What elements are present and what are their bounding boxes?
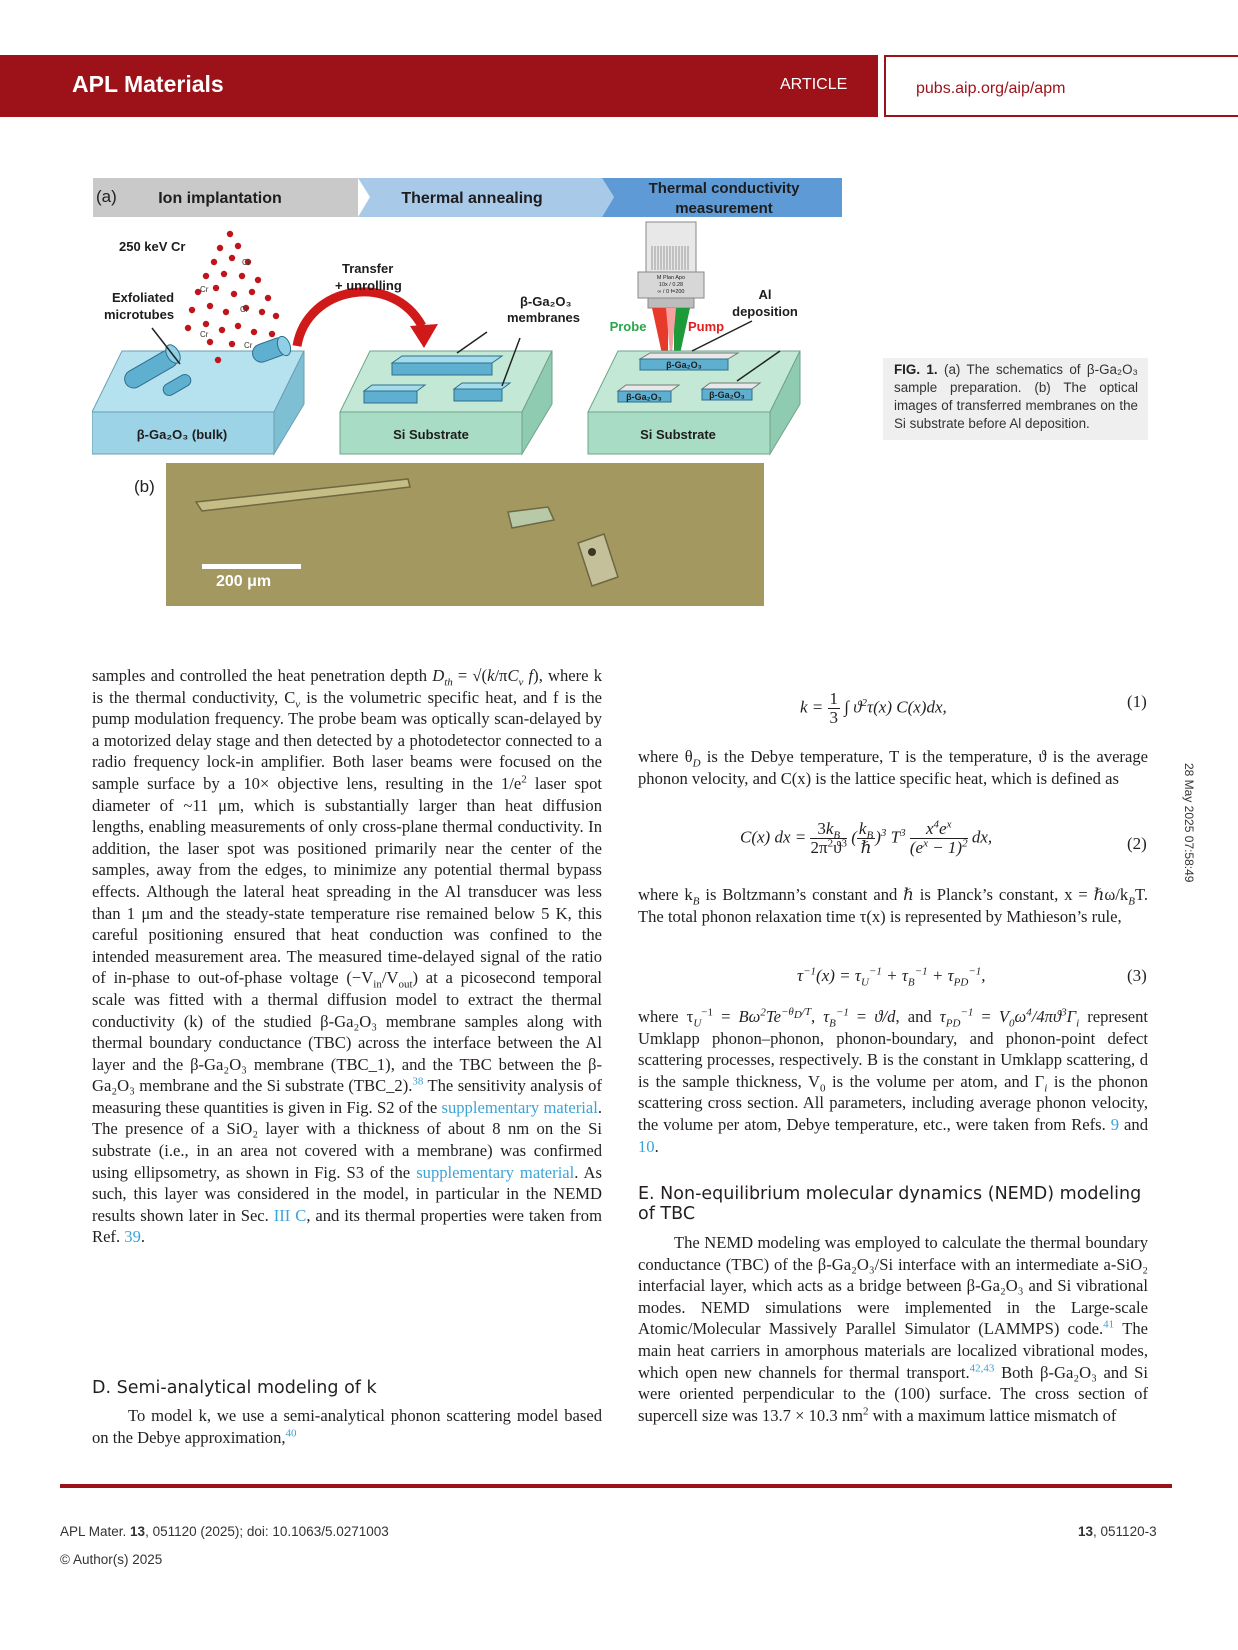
cr-ion-dot: [189, 307, 195, 313]
figure-caption: [883, 358, 1148, 440]
journal-title: APL Materials: [72, 71, 224, 97]
cr-ion-dot: [215, 357, 221, 363]
cr-ion-dot: [259, 309, 265, 315]
right-paragraph-2: where $k_B$ is Boltzmann’s constant and ℏ is Planck’s constant, $x = \hbar\omega/k_BT$. The total phonon relaxation time τ(x) is represented by Mathieson’s rule,: [638, 885, 1148, 926]
right-paragraph-4: The NEMD modeling was employed to calculate the thermal boundary conductance (TBC) of the β-Ga₂O₃/Si interface with an intermediate a-SiO₂ interfacial layer, which acts as a bridge between β-Ga₂O₃ and Si vibrational modes. NEMD simulations were implemented in the Large-scale Atomic/Molecular Massively Parallel Simulator (LAMMPS) code.$^{41}$ The main heat carriers in amorphous materials are localized vibrational modes, which open new channels for thermal transport.$^{42,43}$ Both β-Ga₂O₃ and Si were oriented perpendicular to the (100) surface. The cross section of supercell size was 13.7 × 10.3 $nm^2$ with a maximum lattice mismatch of: [638, 1233, 1148, 1425]
membranes-label: membranes: [507, 310, 580, 325]
journal-url-link[interactable]: pubs.aip.org/aip/apm: [916, 80, 1066, 97]
left-paragraph-2: To model k, we use a semi-analytical phonon scattering model based on the Debye approximation,$^{40}$: [92, 1406, 602, 1447]
banner-measurement-line2: measurement: [675, 200, 773, 217]
objective-text: 10x / 0.28: [658, 282, 684, 288]
right-paragraph-1: where $\theta_D$ is the Debye temperature, T is the temperature, ϑ is the average phonon velocity, and C(x) is the lattice specific heat, which is defined as: [638, 747, 1148, 788]
exfoliated-label: Exfoliated: [112, 290, 175, 305]
si-label-2: Si Substrate: [640, 427, 716, 442]
panel-a-label: (a): [96, 187, 117, 206]
al-deposition-label: deposition: [732, 304, 798, 319]
panel-b-label: (b): [134, 477, 155, 496]
cr-ion-dot: [269, 331, 275, 337]
left-paragraph-1: samples and controlled the heat penetration depth $D_{th} = √(k/\pi C_v$ f), where k is the thermal conductivity, $C_v$ is the volumetric specific heat, and f is the pump modulation frequency. The probe beam was optically scan-delayed by a motorized delay stage and then detected by a photodetector connected to a radio frequency lock-in amplifier. Both laser beams were focused on the sample surface by a 10× objective lens, resulting in the $1/e^2$ laser spot diameter of ~11 μm, which is substantially larger than heat diffusion lengths, enabling measurements of only cross-plane thermal conductivity. In addition, the laser spot was positioned primarily near the center of the samples, away from the edges, to minimize any potential thermal bypass effects. Although the lateral heat spreading in the Al transducer was less than 1 μm and the steady-state temperature rise remained below 5 K, this careful positioning ensured that heat conduction was confined to the intended measurement area. The measured time-delayed signal of the ratio of in-phase to out-of-phase voltage $(-V_{in}/V_{out})$ at a picosecond temporal scale was fitted with a thermal diffusion model to extract the thermal conductivity (k) of the studied β-Ga₂O₃ membrane samples along with thermal boundary conductance (TBC) across the interface between the Al layer and the β-Ga₂O₃ membrane (TBC_1), and the TBC between the β-Ga₂O₃ membrane and the Si substrate (TBC_2).$^{38}$ The sensitivity analysis of measuring these quantities is given in Fig. S2 of the supplementary material. The presence of a SiO₂ layer with a thickness of about 8 nm on the Si substrate (i.e., in an area not covered with a membrane) was confirmed using ellipsometry, as shown in Fig. S3 of the supplementary material. As such, this layer was considered in the model, in particular in the NEMD results shown later in Sec. III C, and its thermal properties were taken from Ref. 39.: [92, 666, 603, 1247]
cr-label: Cr: [244, 341, 253, 350]
right-paragraph-3: where $\tau_U^{-1} = B\omega^2Te^{-\theta_D/T}$, $\tau_B^{-1} = ϑ/d$, and $\tau_{PD}^{-1} = V_0\omega^4/4\pi ϑ^3\Gamma_i$ represent Umklapp phonon–phonon, phonon-boundary, and phonon-point defect scattering processes, respectively. B is the constant in Umklapp scattering, d is the sample thickness, $V_0$ is the volume per atom, and $\Gamma_i$ is the phonon scattering cross section. All parameters, including average phonon velocity, the volume per atom, Debye temperature, etc., were taken from Refs. 9 and 10.: [638, 1006, 1149, 1156]
cr-ion-dot: [229, 255, 235, 261]
microtubes-label: microtubes: [104, 307, 175, 322]
section-e-heading: E. Non-equilibrium molecular dynamics (NEMD) modeling of TBC: [638, 1184, 1142, 1224]
membrane-label: β-Ga₂O₃: [709, 390, 745, 400]
membrane-pointer: [457, 332, 487, 353]
cr-ion-dot: [207, 339, 213, 345]
ref-42-43-link[interactable]: 42,43: [969, 1362, 995, 1375]
cr-ion-dot: [207, 303, 213, 309]
equation-2: C(x) dx = $\frac{3k_B}{2\pi^2ϑ^3}$ ( $\frac{k_B}{\text{ℏ}}$ )$^3$ $T^3$ $\frac{x^4e^x}{(e^x - 1)^2}$ dx,: [740, 818, 993, 857]
probe-beam: [652, 308, 668, 354]
supplementary-link[interactable]: supplementary material: [416, 1162, 575, 1182]
equation-2-number: (2): [1127, 834, 1147, 853]
cr-label: Cr: [200, 330, 209, 339]
transfer-label: Transfer: [342, 261, 394, 276]
objective-lens-icon: [638, 222, 704, 308]
objective-text: M Plan Apo: [656, 275, 686, 281]
banner-ion-implantation: Ion implantation: [158, 190, 282, 207]
cr-energy-label: 250 keV Cr: [119, 239, 186, 254]
download-date: 28 May 2025 07:58:49: [1182, 763, 1196, 883]
ref-38-link[interactable]: 38: [412, 1075, 424, 1088]
cr-label: Cr: [240, 305, 249, 314]
si-label-1: Si Substrate: [393, 427, 469, 442]
cr-label: Cr: [200, 285, 209, 294]
cr-ion-dot: [239, 273, 245, 279]
scale-bar: [202, 564, 301, 569]
ref-41-link[interactable]: 41: [1103, 1318, 1115, 1331]
section-d-heading: D. Semi-analytical modeling of k: [92, 1378, 377, 1398]
footer-rule: [60, 1484, 1172, 1488]
cr-ion-dot: [273, 313, 279, 319]
caption-label: FIG. 1.: [894, 362, 938, 377]
cr-ion-dot: [219, 327, 225, 333]
equation-3: $\tau^{-1}(x) = \tau_U^{-1} + \tau_B^{-1} + \tau_{PD}^{-1}$,: [797, 965, 986, 989]
article-type: ARTICLE: [780, 76, 848, 93]
membrane-block: [364, 385, 425, 403]
cr-ion-dot: [255, 277, 261, 283]
cr-ion-dot: [235, 243, 241, 249]
membrane-block: [392, 356, 502, 375]
cr-ion-dot: [221, 271, 227, 277]
membranes-formula: β-Ga₂O₃: [520, 294, 572, 309]
cr-ion-dot: [249, 289, 255, 295]
cr-ion-dot: [265, 295, 271, 301]
membrane-label: β-Ga₂O₃: [666, 360, 702, 370]
cr-ion-dot: [251, 329, 257, 335]
cr-label: Cr: [242, 258, 251, 267]
footer-page-number: 13, 051120-3: [1078, 1524, 1157, 1539]
transfer-arrowhead-icon: [410, 324, 438, 348]
cr-ion-dot: [211, 259, 217, 265]
left-column-body: [92, 665, 602, 1248]
banner-thermal-annealing: Thermal annealing: [401, 190, 543, 207]
section-link[interactable]: III C: [273, 1205, 307, 1225]
cr-ion-dot: [229, 341, 235, 347]
scale-bar-label: 200 μm: [216, 573, 272, 590]
banner-measurement-line1: Thermal conductivity: [648, 180, 800, 197]
bulk-label: β-Ga₂O₃ (bulk): [136, 427, 228, 442]
membrane-label: β-Ga₂O₃: [626, 392, 662, 402]
transfer-arrow-icon: [297, 292, 422, 346]
footer-citation: APL Mater. 13, 051120 (2025); doi: 10.1063/5.0271003: [60, 1524, 389, 1539]
unrolling-label: + unrolling: [335, 278, 402, 293]
equation-1-number: (1): [1127, 692, 1147, 711]
ref-40-link[interactable]: 40: [285, 1427, 297, 1440]
equation-3-number: (3): [1127, 966, 1147, 985]
ref-39-link[interactable]: 39: [124, 1227, 141, 1247]
ref-10-link[interactable]: 10: [638, 1136, 655, 1156]
cr-ion-dot: [217, 245, 223, 251]
cr-ion-dot: [203, 321, 209, 327]
figure-1: [92, 176, 852, 608]
probe-label: Probe: [609, 319, 647, 334]
footer-copyright: © Author(s) 2025: [60, 1552, 163, 1567]
cr-ion-dot: [223, 309, 229, 315]
cr-ion-dot: [213, 285, 219, 291]
pump-label: Pump: [688, 319, 725, 334]
cr-ion-dot: [203, 273, 209, 279]
ref-9-link[interactable]: 9: [1110, 1114, 1120, 1134]
cr-ion-dot: [231, 291, 237, 297]
cr-ion-dot: [185, 325, 191, 331]
equation-1: k = $\frac{1}{3}$ ∫ $ϑ^2\tau(x)$ C(x)dx,: [800, 689, 947, 727]
cr-ion-dot: [227, 231, 233, 237]
caption-text: (a) The schematics of β-Ga₂O₃ sample preparation. (b) The optical images of transferred membranes on the Si substrate before Al deposition.: [894, 362, 1138, 431]
cr-ion-dot: [235, 323, 241, 329]
al-label: Al: [758, 287, 772, 302]
objective-text: ∞ / 0 f=200: [657, 289, 685, 295]
supplementary-link[interactable]: supplementary material: [441, 1097, 598, 1117]
